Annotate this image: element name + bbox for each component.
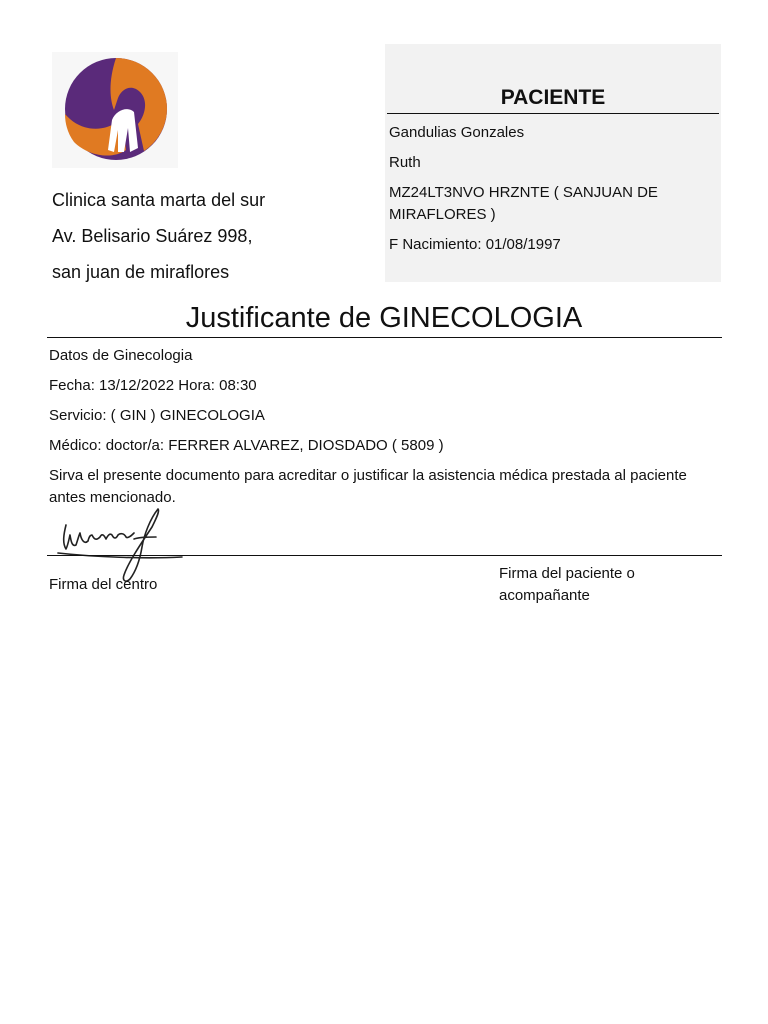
- signature-divider: [47, 555, 722, 556]
- clinic-info: [52, 182, 372, 290]
- patient-details: [389, 122, 715, 264]
- patient-birth-date: F Nacimiento: 01/08/1997: [389, 236, 561, 253]
- clinic-logo-icon: [52, 52, 178, 168]
- document-body: [49, 345, 721, 517]
- patient-first-name: Ruth: [389, 154, 421, 171]
- service-line: Servicio: ( GIN ) GINECOLOGIA: [49, 407, 265, 424]
- attendance-statement: Sirva el presente documento para acreditar o justificar la asistencia médica prestada al paciente antes mencionado.: [49, 467, 687, 506]
- document-title: Justificante de GINECOLOGIA: [185, 302, 583, 334]
- clinic-address-line1: Av. Belisario Suárez 998,: [52, 226, 253, 246]
- patient-heading: PACIENTE: [387, 86, 719, 114]
- section-label: Datos de Ginecologia: [49, 347, 193, 364]
- center-signature: [54, 505, 189, 585]
- patient-box: [385, 44, 721, 282]
- clinic-name: Clinica santa marta del sur: [52, 190, 266, 210]
- title-divider: [47, 337, 722, 338]
- center-signature-label: Firma del centro: [49, 576, 158, 593]
- clinic-address-line2: san juan de miraflores: [52, 262, 230, 282]
- doctor-line: Médico: doctor/a: FERRER ALVAREZ, DIOSDADO ( 5809 ): [49, 437, 444, 454]
- appointment-date-time: Fecha: 13/12/2022 Hora: 08:30: [49, 377, 257, 394]
- clinic-logo: [52, 52, 178, 168]
- patient-signature-label: Firma del paciente o acompañante: [499, 565, 635, 604]
- patient-surname: Gandulias Gonzales: [389, 124, 525, 141]
- patient-address: MZ24LT3NVO HRZNTE ( SANJUAN DE MIRAFLORES ): [389, 184, 658, 223]
